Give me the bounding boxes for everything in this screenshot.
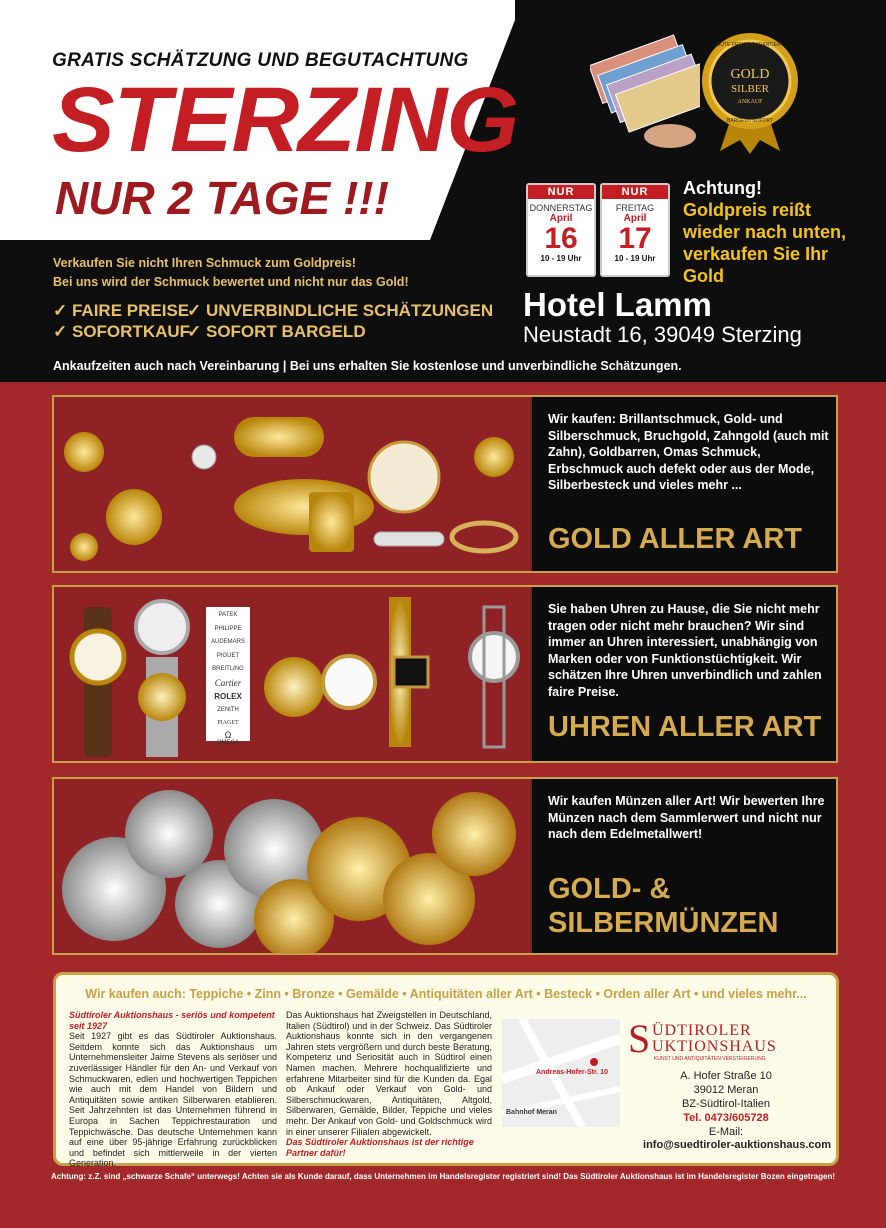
watches-image bbox=[54, 587, 530, 761]
banknotes-illustration bbox=[590, 28, 700, 148]
jewelry-illustration bbox=[54, 397, 530, 571]
email-link[interactable]: info@suedtiroler-auktionshaus.com bbox=[643, 1139, 831, 1151]
panel-watches-textbox bbox=[532, 587, 836, 761]
info-paragraph-1: Seit 1927 gibt es das Südtiroler Auktionshaus. Seitdem konnte sich das Auktionshaus um Unternehmensleiter Jaime Stevens als seriöser und zuverlässiger Händler für den An- und Verkauf von Schmuckwaren, edlen und hochwertigen Teppichen wie auch mit dem Handel von Bildern und Antiquitäten sowie antiken Silberwaren etablieren. Seit Jahrzehnten ist das Unternehmen führend in Europa in Sachen Teppichrestauration und Teppichwäsche. Das deutsche Unternehmen kann auf eine über 95-jährige Erfahrung zurückblicken und befindet sich mittlerweile in der vierten Generation. bbox=[69, 1031, 277, 1169]
panel-watches-description: Sie haben Uhren zu Hause, die Sie nicht mehr tragen oder nicht mehr brauchen? Wir sind immer an Uhren interessiert, unabhängig von Marken oder von Funktionstüchtigkeit. Wir schätzen Ihre Uhren unverbindlich und zahlen faire Preise. bbox=[548, 602, 822, 699]
headline-subtitle: GRATIS SCHÄTZUNG UND BEGUTACHTUNG bbox=[52, 50, 469, 71]
watches-illustration bbox=[54, 587, 530, 761]
map-pin-icon bbox=[590, 1058, 598, 1066]
brand-label: AUDEMARS PIGUET bbox=[210, 639, 245, 659]
gold-silber-seal-icon bbox=[700, 26, 800, 154]
info-heading: Südtiroler Auktionshaus - seriös und kompetent seit 1927 bbox=[69, 1010, 275, 1031]
info-paragraph-2: Das Auktionshaus hat Zweigstellen in Deutschland, Italien (Südtirol) und in der Schweiz. Das Südtiroler Auktionshaus konnte sich in den vergangenen Jahren stets vergrößern und durch beste Beratung, Kompetenz und Seriosität auch in Südtirol einen Namen machen. Mehrere hochqualifizierte und erfahrene Mitarbeiter sind für die Kunden da. Egal ob Ankauf oder Verkauf von Gold- und Silberschmuckwaren, Antiquitäten, Altgold, Silberwaren, Gemälde, Bilder, Teppiche und vieles mehr. Der Ankauf von Gold- und Goldschmuck wird in einer unserer Filialen abgewickelt. bbox=[286, 1010, 492, 1137]
brand-label: ZENITH bbox=[217, 706, 239, 713]
address-line: 39012 Meran bbox=[693, 1084, 759, 1096]
feature-2 bbox=[187, 301, 493, 321]
badge-gold-text: GOLD bbox=[730, 67, 770, 82]
calendar-day-2 bbox=[600, 183, 670, 277]
logo-tagline: KUNST UND ANTIQUITÄTEN VERSTEIGERUNG bbox=[654, 1056, 766, 1062]
omega-icon: Ω bbox=[224, 729, 232, 740]
jewelry-image bbox=[54, 397, 530, 571]
badge-bottom-text: BARGELD SOFORT bbox=[726, 118, 774, 124]
headline-city: STERZING bbox=[52, 69, 519, 171]
panel-gold-title: GOLD ALLER ART bbox=[548, 523, 802, 555]
badge-top-text: GUTE PREISE GARANTIERT bbox=[716, 42, 784, 48]
intro-text bbox=[53, 254, 409, 292]
watch-brands-list bbox=[206, 607, 250, 746]
coins-image bbox=[54, 779, 530, 953]
panel-gold-description: Wir kaufen: Brillantschmuck, Gold- und Silberschmuck, Bruchgold, Zahngold (auch mit Zahn), Goldbarren, Omas Schmuck, Erbschmuck auch defekt oder aus der Mode, Silberbesteck und vieles mehr ... bbox=[548, 412, 829, 492]
logo-letter-s: S bbox=[628, 1016, 651, 1061]
calendar-hours: 10 - 19 Uhr bbox=[614, 254, 656, 263]
hotel-address: Neustadt 16, 39049 Sterzing bbox=[523, 322, 802, 347]
location-map bbox=[502, 1019, 620, 1127]
headline-days: NUR 2 TAGE !!! bbox=[55, 172, 389, 224]
panel-coins-title-line1: GOLD- & bbox=[548, 873, 671, 905]
brand-label: OMEGA bbox=[216, 739, 240, 746]
footer-disclaimer: Achtung: z.Z. sind „schwarze Schafe“ unterwegs! Achten sie als Kunde darauf, dass Unternehmen im Handelsregister registriert sind! Das Südtiroler Auktionshaus ist im Handelsregister Bozen eingetragen! bbox=[50, 1172, 836, 1181]
brand-label: PATEK PHILIPPE bbox=[214, 612, 242, 632]
info-column-1 bbox=[69, 1010, 277, 1169]
check-icon: ✓ bbox=[187, 301, 202, 320]
calendar-nur-label: NUR bbox=[528, 185, 594, 199]
also-buy-line: Wir kaufen auch: Teppiche • Zinn • Bronze • Gemälde • Antiquitäten aller Art • Besteck • Orden aller Art • und vieles mehr... bbox=[85, 987, 807, 1001]
brand-label: BREITLING bbox=[212, 666, 244, 672]
feature-label: FAIRE PREISE bbox=[71, 301, 190, 320]
brand-label: Cartier bbox=[214, 677, 242, 688]
email-label: E-Mail: bbox=[708, 1126, 744, 1138]
check-icon: ✓ bbox=[187, 322, 202, 341]
calendar-weekday: FREITAG bbox=[615, 203, 655, 213]
panel-watches bbox=[52, 585, 838, 763]
calendar-hours: 10 - 19 Uhr bbox=[540, 254, 582, 263]
panel-coins-description: Wir kaufen Münzen aller Art! Wir bewerten Ihre Münzen nach dem Sammlerwert und nicht nur nach dem Edelmetallwert! bbox=[548, 794, 825, 841]
calendar-month: April bbox=[623, 213, 647, 224]
panel-coins-title-line2: SILBERMÜNZEN bbox=[548, 907, 779, 939]
map-station-label: Bahnhof Meran bbox=[506, 1109, 557, 1116]
info-column-2 bbox=[286, 1010, 492, 1158]
panel-gold bbox=[52, 395, 838, 573]
info-highlight: Das Südtiroler Auktionshaus ist der richtige Partner dafür! bbox=[286, 1137, 474, 1158]
panel-coins bbox=[52, 777, 838, 955]
map-street-label: Andreas-Hofer-Str. 10 bbox=[536, 1069, 608, 1076]
attention-title: Achtung! bbox=[683, 178, 762, 198]
auction-house-info-box bbox=[53, 972, 839, 1169]
coins-illustration bbox=[54, 779, 530, 953]
logo-line-1: ÜDTIROLER bbox=[652, 1022, 752, 1039]
calendar-nur-label: NUR bbox=[602, 185, 668, 199]
feature-label: SOFORT BARGELD bbox=[205, 322, 366, 341]
brand-label: PIAGET bbox=[217, 720, 239, 726]
check-icon: ✓ bbox=[53, 322, 68, 341]
phone-number: Tel. 0473/605728 bbox=[683, 1112, 769, 1124]
attention-text: Goldpreis reißt wieder nach unten, verkaufen Sie Ihr Gold bbox=[683, 200, 847, 286]
check-icon: ✓ bbox=[53, 301, 68, 320]
calendar-weekday: DONNERSTAG bbox=[529, 203, 593, 213]
purchase-hours-line: Ankaufzeiten auch nach Vereinbarung | Bei uns erhalten Sie kostenlose und unverbindliche Schätzungen. bbox=[53, 359, 682, 373]
feature-label: UNVERBINDLICHE SCHÄTZUNGEN bbox=[205, 301, 494, 320]
calendar-day-1 bbox=[526, 183, 596, 277]
contact-block bbox=[621, 1069, 831, 1139]
brand-label: ROLEX bbox=[214, 692, 242, 701]
intro-line-1: Verkaufen Sie nicht Ihren Schmuck zum Goldpreis! bbox=[53, 256, 356, 270]
calendar-month: April bbox=[549, 213, 573, 224]
feature-label: SOFORTKAUF bbox=[71, 322, 191, 341]
panel-coins-textbox bbox=[532, 779, 836, 953]
feature-3 bbox=[53, 322, 190, 342]
logo-line-2: UKTIONSHAUS bbox=[652, 1038, 777, 1055]
calendar-day-number: 17 bbox=[618, 222, 652, 255]
badge-ankauf-text: ANKAUF bbox=[737, 99, 763, 105]
intro-line-2: Bei uns wird der Schmuck bewertet und nicht nur das Gold! bbox=[53, 275, 409, 289]
panel-watches-title: UHREN ALLER ART bbox=[548, 711, 822, 743]
badge-silber-text: SILBER bbox=[731, 83, 769, 95]
address-line: BZ-Südtirol-Italien bbox=[681, 1098, 771, 1110]
address-line: A. Hofer Straße 10 bbox=[680, 1070, 772, 1082]
panel-gold-textbox bbox=[532, 397, 836, 571]
feature-1 bbox=[53, 301, 189, 321]
feature-4 bbox=[187, 322, 366, 342]
hotel-name: Hotel Lamm bbox=[523, 286, 712, 323]
calendar-day-number: 16 bbox=[544, 222, 578, 255]
auktionshaus-logo bbox=[628, 1016, 828, 1062]
